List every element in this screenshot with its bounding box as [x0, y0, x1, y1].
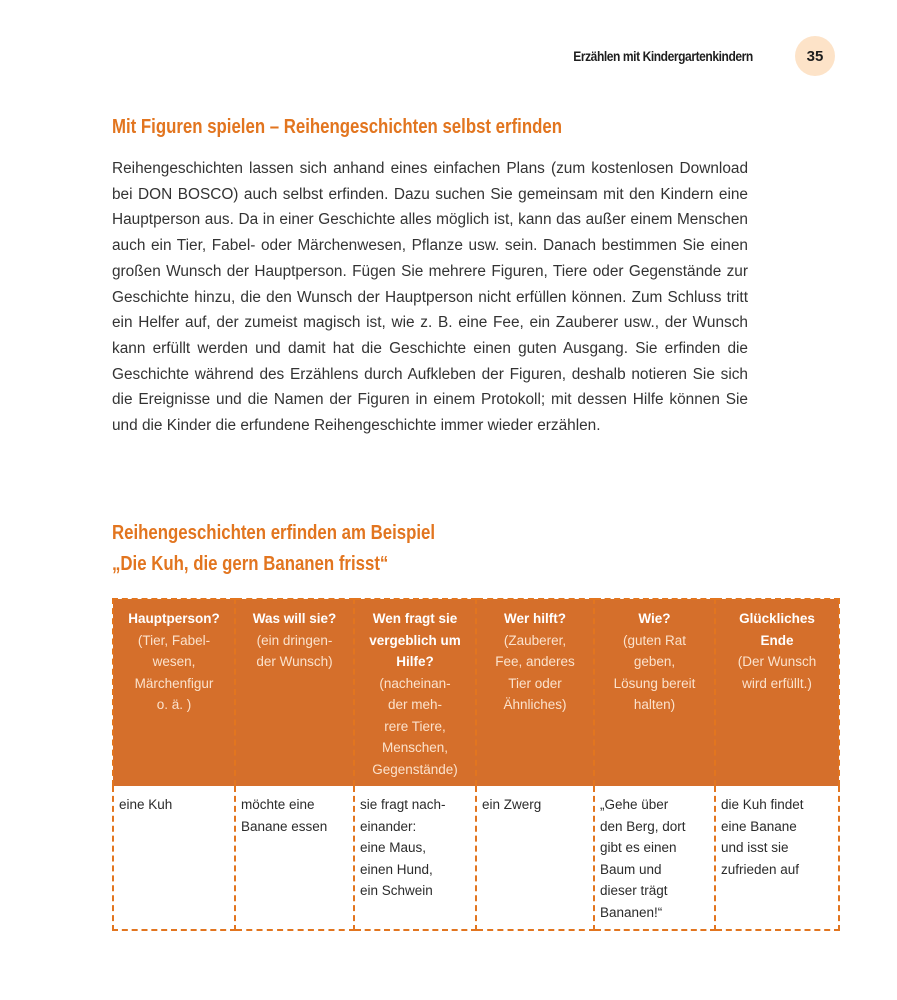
- header-title: Glückliches Ende: [739, 611, 815, 648]
- table-cell: „Gehe über den Berg, dort gibt es einen Baum und dieser trägt Bananen!“: [594, 786, 715, 930]
- header-subtitle: (ein dringen- der Wunsch): [256, 632, 333, 669]
- header-cell-wer-hilft: [476, 599, 594, 786]
- table-cell: möchte eine Banane essen: [235, 786, 354, 930]
- header-subtitle: (nacheinan- der meh- rere Tiere, Menschen, Gegenstände): [372, 675, 458, 777]
- table-cell: eine Kuh: [113, 786, 235, 930]
- running-title: Erzählen mit Kindergartenkindern: [573, 48, 753, 64]
- header-title: Wer hilft?: [504, 611, 566, 626]
- header-title: Wie?: [638, 611, 671, 626]
- section-heading: Mit Figuren spielen – Reihengeschichten selbst erfinden: [112, 116, 562, 138]
- table-row: [113, 786, 839, 930]
- table-cell: ein Zwerg: [476, 786, 594, 930]
- body-paragraph: Reihengeschichten lassen sich anhand eines einfachen Plans (zum kostenlosen Download bei DON BOSCO) auch selbst erfinden. Dazu suchen Sie gemeinsam mit den Kindern eine Hauptperson aus. Da in einer Geschichte alles möglich ist, kann das außer einem Menschen auch ein Tier, Fabel- oder Märchenwesen, Pflanze usw. sein. Danach bestimmen Sie einen großen Wunsch der Hauptperson. Fügen Sie mehrere Figuren, Tiere oder Gegenstände zur Geschichte hinzu, die den Wunsch der Hauptperson nicht erfüllen können. Zum Schluss tritt ein Helfer auf, der zumeist magisch ist, wie z. B. eine Fee, ein Zauberer usw., der Wunsch kann erfüllt werden und damit hat die Geschichte einen guten Ausgang. Sie erfinden die Geschichte während des Erzählens durch Aufkleben der Figuren, deshalb notieren Sie sich die Ereignisse und die Namen der Figuren in einem Protokoll; mit dessen Hilfe können Sie und die Kinder die erfundene Reihengeschichte immer wieder erzählen.: [112, 160, 748, 435]
- header-cell-hauptperson: [113, 599, 235, 786]
- header-cell-was-will-sie: [235, 599, 354, 786]
- header-title: Wen fragt sie vergeblich um Hilfe?: [369, 611, 461, 669]
- header-cell-wie: [594, 599, 715, 786]
- example-heading-line1: Reihengeschichten erfinden am Beispiel: [112, 522, 436, 544]
- header-cell-glueckliches-ende: [715, 599, 839, 786]
- table-cell: die Kuh findet eine Banane und isst sie zufrieden auf: [715, 786, 839, 930]
- header-cell-wen-fragt-sie: [354, 599, 476, 786]
- header-title: Was will sie?: [252, 611, 337, 626]
- page-number-badge: 35: [795, 36, 835, 76]
- page-header: [544, 36, 835, 76]
- example-heading-line2: „Die Kuh, die gern Bananen frisst“: [112, 553, 389, 575]
- header-subtitle: (Tier, Fabel- wesen, Märchenfigur o. ä. ): [134, 632, 214, 712]
- story-plan-table: [112, 598, 840, 931]
- header-subtitle: (guten Rat geben, Lösung bereit halten): [613, 632, 696, 712]
- table-header-row: [113, 599, 839, 786]
- example-heading: [112, 518, 435, 580]
- table-cell: sie fragt nach- einander: eine Maus, einen Hund, ein Schwein: [354, 786, 476, 930]
- header-subtitle: (Der Wunsch wird erfüllt.): [737, 654, 817, 691]
- header-title: Hauptperson?: [128, 611, 220, 626]
- header-subtitle: (Zauberer, Fee, anderes Tier oder Ähnliches): [495, 632, 575, 712]
